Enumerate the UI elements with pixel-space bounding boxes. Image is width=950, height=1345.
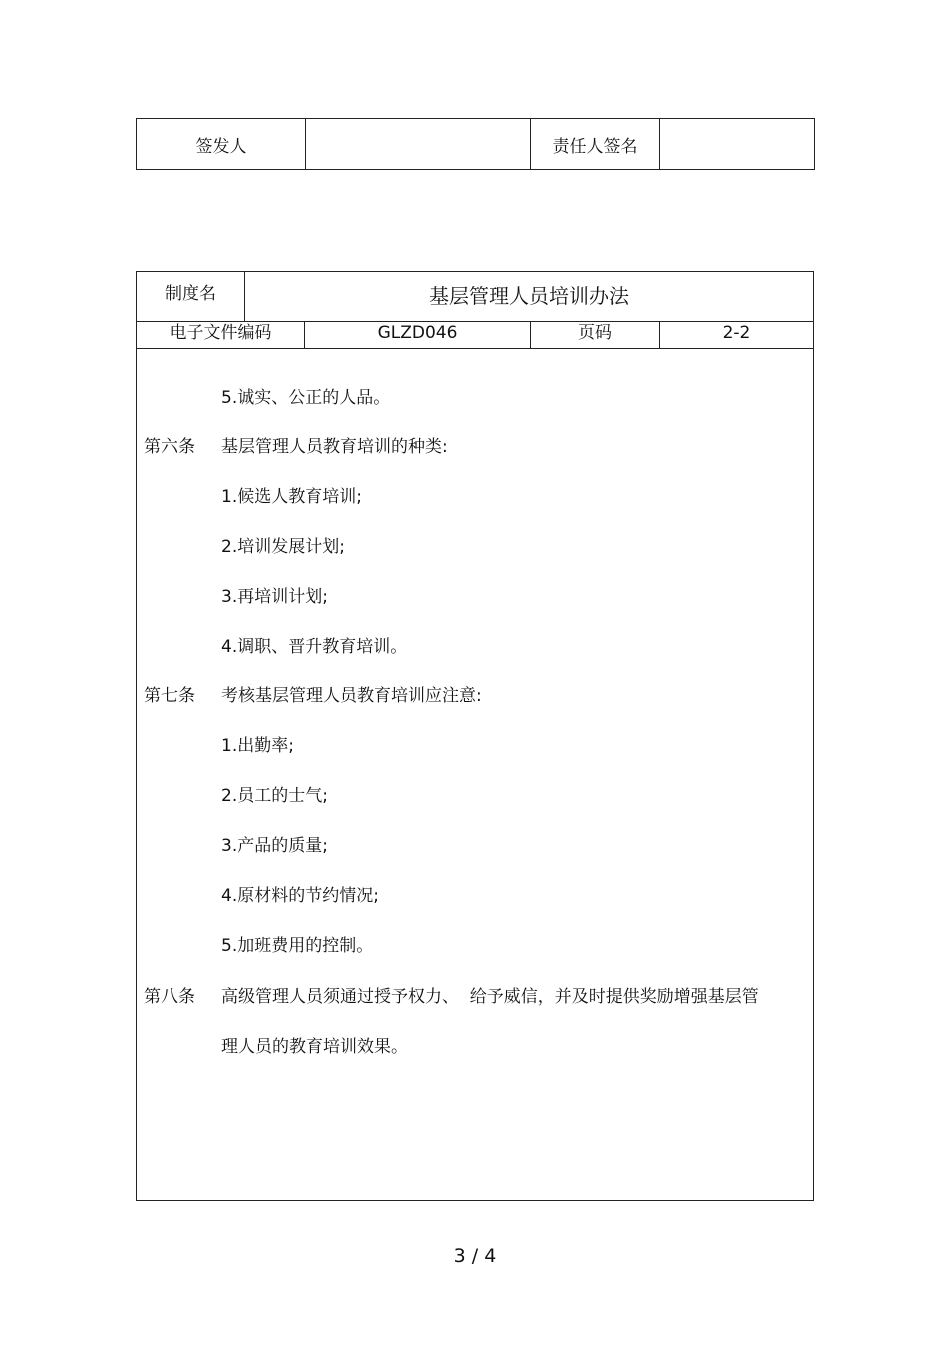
- page-value: 2-2: [722, 323, 751, 343]
- article-6-label: 第六条: [144, 437, 195, 457]
- article-7-item: 4.原材料的节约情况;: [221, 886, 379, 906]
- article-7-item: 2.员工的士气;: [221, 786, 328, 806]
- article-8-text-line-2: 理人员的教育培训效果。: [221, 1037, 408, 1057]
- article-7-heading: 考核基层管理人员教育培训应注意:: [221, 686, 482, 706]
- article-6-item: 3.再培训计划;: [221, 587, 328, 607]
- article-7-item: 1.出勤率;: [221, 736, 294, 756]
- document-frame: [136, 271, 814, 1201]
- signature-table: [136, 118, 815, 170]
- issuer-value-cell: [306, 119, 531, 170]
- responsible-signature-cell: [660, 119, 815, 170]
- signature-row: [137, 119, 815, 170]
- article-6-item: 4.调职、晋升教育培训。: [221, 637, 408, 657]
- list-item-integrity: 5.诚实、公正的人品。: [221, 388, 391, 408]
- regulation-name-label: 制度名: [137, 272, 245, 321]
- issuer-label: 签发人: [137, 119, 306, 170]
- page-number: 3 / 4: [453, 1245, 497, 1267]
- doc-header-meta-row: [137, 322, 813, 349]
- article-8-label: 第八条: [144, 987, 195, 1007]
- article-7-item: 5.加班费用的控制。: [221, 936, 374, 956]
- article-8-text-line-1: 高级管理人员须通过授予权力、 给予威信，并及时提供奖励增强基层管: [221, 987, 759, 1007]
- article-7-item: 3.产品的质量;: [221, 836, 328, 856]
- regulation-title: 基层管理人员培训办法: [429, 284, 629, 308]
- doc-header-title-row: [137, 272, 813, 322]
- article-6-item: 1.候选人教育培训;: [221, 487, 362, 507]
- article-6-heading: 基层管理人员教育培训的种类:: [221, 437, 448, 457]
- article-6-item: 2.培训发展计划;: [221, 537, 345, 557]
- article-7-label: 第七条: [144, 686, 195, 706]
- file-code-value: GLZD046: [305, 322, 531, 348]
- file-code-label: 电子文件编码: [137, 322, 305, 348]
- page-label: 页码: [531, 322, 660, 348]
- responsible-signature-label: 责任人签名: [531, 119, 660, 170]
